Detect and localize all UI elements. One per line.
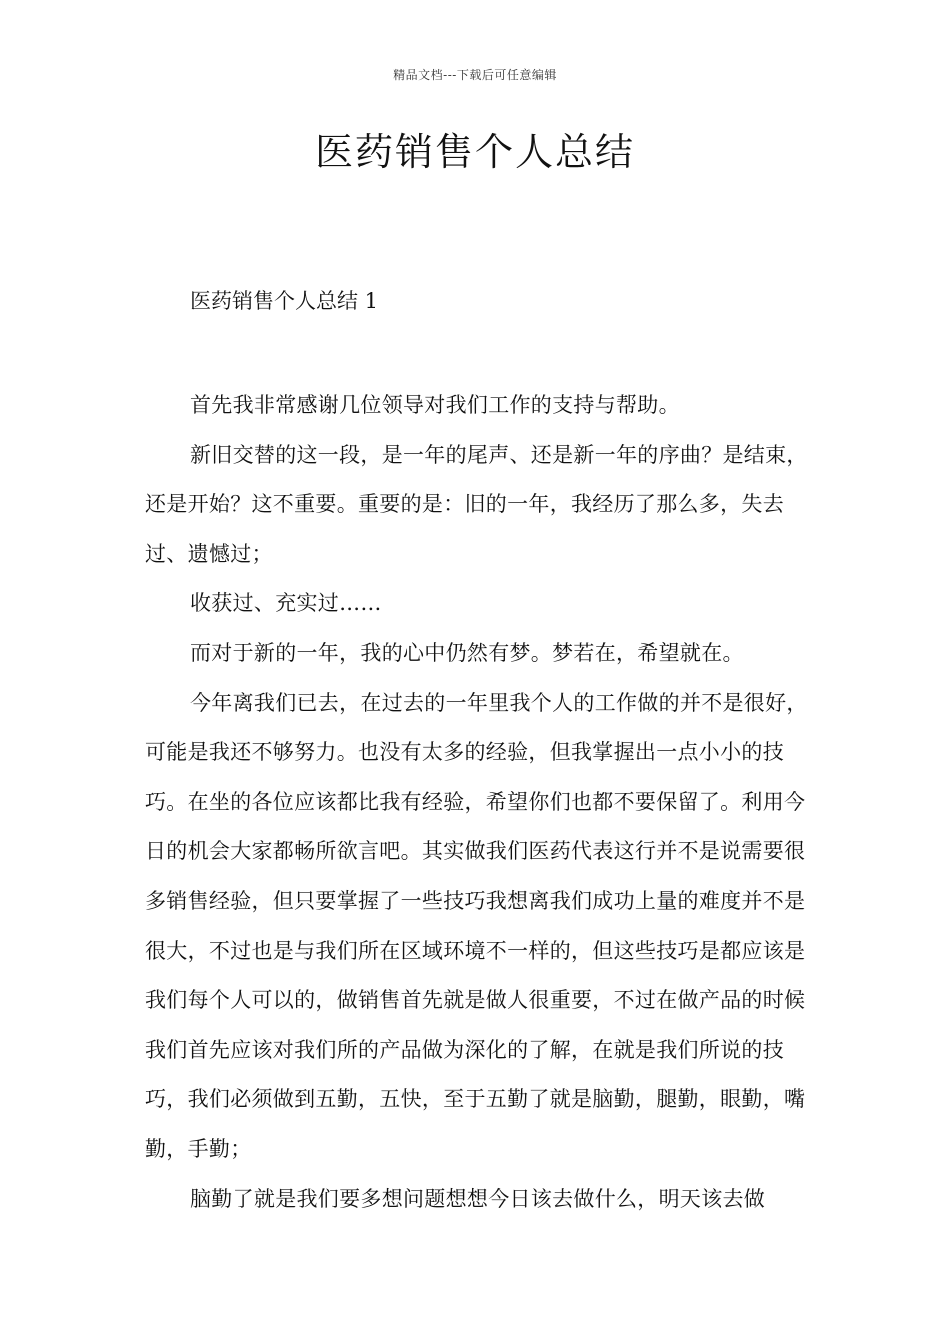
header-note: 精品文档---下载后可任意编辑 xyxy=(393,68,557,82)
document-title: 医药销售个人总结 xyxy=(314,130,635,174)
section-heading: 医药销售个人总结 1 xyxy=(190,289,379,313)
paragraph: 新旧交替的这一段，是一年的尾声、还是新一年的序曲？是结束，还是开始？这不重要。重要的是：旧的一年，我经历了那么多，失去过、遗憾过； xyxy=(145,442,808,566)
paragraph: 收获过、充实过…… xyxy=(190,591,382,616)
paragraph: 而对于新的一年，我的心中仍然有梦。梦若在，希望就在。 xyxy=(190,640,744,665)
paragraph: 今年离我们已去，在过去的一年里我个人的工作做的并不是很好，可能是我还不够努力。也没有太多的经验，但我掌握出一点小小的技巧。在坐的各位应该都比我有经验，希望你们也都不要保留了。利用今日的机会大家都畅所欲言吧。其实做我们医药代表这行并不是说需要很多销售经验，但只要掌握了一些技巧我想离我们成功上量的难度并不是很大，不过也是与我们所在区域环境不一样的，但这些技巧是都应该是我们每个人可以的，做销售首先就是做人很重要，不过在做产品的时候我们首先应该对我们所的产品做为深化的了解，在就是我们所说的技巧，我们必须做到五勤，五快，至于五勤了就是脑勤，腿勤，眼勤，嘴勤，手勤； xyxy=(145,690,808,1161)
document-body xyxy=(145,381,813,1224)
paragraph: 首先我非常感谢几位领导对我们工作的支持与帮助。 xyxy=(190,393,680,417)
paragraph: 脑勤了就是我们要多想问题想想今日该去做什么，明天该去做 xyxy=(190,1186,766,1211)
